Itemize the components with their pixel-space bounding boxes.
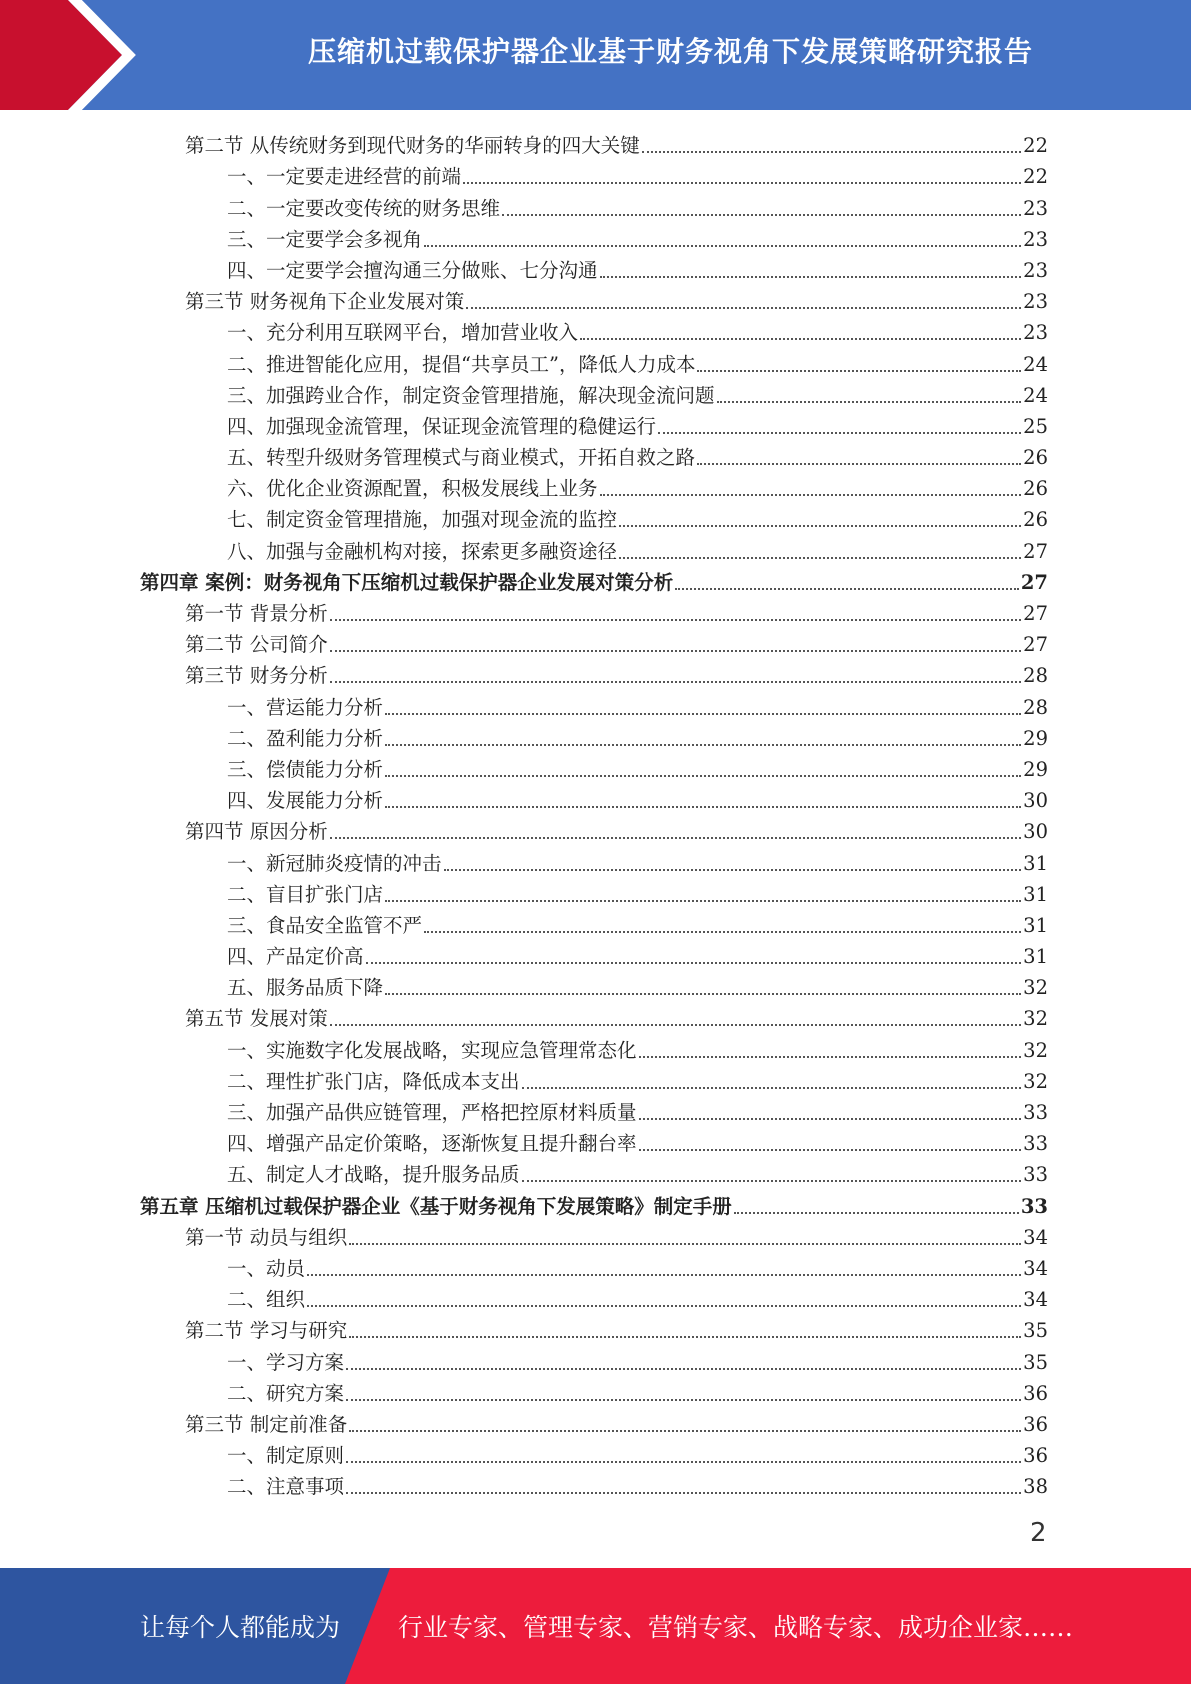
toc-entry[interactable] (140, 439, 1048, 470)
toc-entry-label: 三、加强产品供应链管理，严格把控原材料质量 (227, 1101, 637, 1124)
document-title: 压缩机过载保护器企业基于财务视角下发展策略研究报告 (307, 35, 1033, 68)
toc-entry-label: 三、加强跨业合作，制定资金管理措施，解决现金流问题 (227, 383, 715, 407)
toc-entry-page: 32 (1023, 1069, 1048, 1093)
toc-dot-leader (502, 190, 1021, 216)
toc-entry-label: 四、增强产品定价策略，逐渐恢复且提升翻台率 (227, 1132, 637, 1156)
toc-entry-label: 一、制定原则 (227, 1444, 345, 1468)
toc-entry-label: 第四节 原因分析 (185, 820, 328, 844)
toc-entry-label: 二、研究方案 (227, 1381, 345, 1405)
toc-entry[interactable] (140, 1094, 1048, 1125)
toc-entry-label: 第三节 制定前准备 (185, 1412, 348, 1436)
toc-entry-label: 一、实施数字化发展战略，实现应急管理常态化 (227, 1038, 637, 1062)
toc-entry-page: 30 (1023, 789, 1048, 813)
header-arrow-decoration (0, 0, 150, 110)
toc-entry-label: 五、转型升级财务管理模式与商业模式，开拓自救之路 (227, 446, 696, 470)
toc-entry-page: 34 (1023, 1225, 1048, 1249)
toc-entry-label: 第二节 学习与研究 (185, 1319, 348, 1343)
toc-entry-page: 27 (1023, 602, 1048, 625)
toc-entry-label: 五、服务品质下降 (227, 976, 384, 1000)
toc-entry-label: 一、一定要走进经营的前端 (227, 165, 462, 189)
toc-entry-label: 第一节 背景分析 (185, 602, 328, 625)
toc-entry[interactable] (140, 813, 1048, 844)
toc-entry-label: 一、新冠肺炎疫情的冲击 (227, 851, 442, 875)
toc-entry[interactable] (140, 1219, 1048, 1250)
toc-entry[interactable] (140, 1063, 1048, 1094)
toc-entry-page: 22 (1023, 165, 1048, 189)
toc-dot-leader (330, 1000, 1021, 1026)
toc-dot-leader (697, 439, 1021, 465)
toc-entry-page: 23 (1023, 258, 1048, 282)
footer-slogan-left: 让每个人都能成为 (140, 1613, 341, 1642)
toc-entry-label: 第三节 财务分析 (185, 664, 328, 688)
table-of-contents (140, 127, 1048, 1499)
toc-entry-label: 一、充分利用互联网平台，增加营业收入 (227, 321, 579, 345)
toc-entry-label: 第二节 从传统财务到现代财务的华丽转身的四大关键 (185, 134, 640, 158)
toc-dot-leader (385, 720, 1021, 746)
toc-entry-page: 26 (1023, 446, 1048, 470)
toc-entry-label: 五、制定人才战略，提升服务品质 (227, 1163, 520, 1187)
toc-entry-label: 二、盈利能力分析 (227, 726, 384, 750)
toc-entry-page: 29 (1023, 757, 1048, 781)
toc-entry-label: 六、优化企业资源配置，积极发展线上业务 (227, 477, 598, 501)
toc-entry[interactable] (140, 1375, 1048, 1406)
toc-entry-label: 二、推进智能化应用，提倡“共享员工”，降低人力成本 (227, 352, 696, 376)
toc-dot-leader (697, 346, 1021, 372)
toc-entry-page: 32 (1023, 976, 1048, 1000)
toc-entry[interactable] (140, 532, 1048, 563)
toc-dot-leader (600, 252, 1022, 278)
toc-entry[interactable] (140, 751, 1048, 782)
toc-dot-leader (346, 1468, 1021, 1494)
toc-dot-leader (346, 1375, 1021, 1401)
toc-entry-page: 28 (1023, 664, 1048, 688)
toc-dot-leader (642, 127, 1021, 153)
toc-entry[interactable] (140, 876, 1048, 907)
toc-dot-leader (424, 907, 1021, 933)
toc-dot-leader (639, 1094, 1022, 1120)
toc-entry[interactable] (140, 1468, 1048, 1499)
toc-entry-page: 36 (1023, 1412, 1048, 1436)
toc-entry-page: 27 (1023, 539, 1048, 563)
toc-entry[interactable] (140, 470, 1048, 501)
toc-entry[interactable] (140, 626, 1048, 657)
toc-dot-leader (346, 1437, 1021, 1463)
toc-entry-page: 26 (1023, 508, 1048, 532)
toc-dot-leader (600, 470, 1022, 496)
toc-entry-page: 29 (1023, 726, 1048, 750)
toc-entry-page: 36 (1023, 1444, 1048, 1468)
toc-entry[interactable] (140, 377, 1048, 408)
toc-entry[interactable] (140, 314, 1048, 345)
toc-dot-leader (349, 1312, 1021, 1338)
toc-entry-page: 33 (1020, 1194, 1048, 1218)
toc-entry-page: 33 (1023, 1163, 1048, 1187)
toc-entry[interactable] (140, 782, 1048, 813)
toc-entry-page: 32 (1023, 1007, 1048, 1031)
footer-slogan-right: 行业专家、管理专家、营销专家、战略专家、成功企业家…… (398, 1613, 1074, 1642)
toc-entry-label: 第四章 案例：财务视角下压缩机过载保护器企业发展对策分析 (140, 570, 674, 594)
toc-dot-leader (385, 782, 1021, 808)
toc-entry[interactable] (140, 1281, 1048, 1312)
toc-dot-leader (522, 1156, 1022, 1182)
toc-entry-page: 31 (1023, 882, 1048, 906)
toc-entry-label: 三、偿债能力分析 (227, 757, 384, 781)
toc-entry[interactable] (140, 345, 1048, 376)
toc-entry-label: 第三节 财务视角下企业发展对策 (185, 290, 465, 314)
toc-entry-label: 四、加强现金流管理，保证现金流管理的稳健运行 (227, 414, 657, 438)
toc-entry-label: 二、注意事项 (227, 1475, 345, 1499)
toc-entry-label: 二、盲目扩张门店 (227, 882, 384, 906)
toc-dot-leader (619, 533, 1021, 559)
toc-entry[interactable] (140, 595, 1048, 626)
toc-dot-leader (385, 689, 1021, 715)
toc-dot-leader (444, 845, 1022, 871)
page-number: 2 (1030, 1518, 1047, 1548)
toc-entry[interactable] (140, 1156, 1048, 1187)
toc-entry[interactable] (140, 252, 1048, 283)
toc-entry[interactable] (140, 688, 1048, 719)
toc-dot-leader (346, 1344, 1021, 1370)
toc-dot-leader (466, 283, 1021, 309)
toc-entry-label: 四、产品定价高 (227, 945, 364, 969)
page-header (0, 0, 1191, 110)
toc-dot-leader (330, 595, 1021, 621)
toc-dot-leader (385, 969, 1021, 995)
toc-entry-page: 24 (1023, 352, 1048, 376)
toc-dot-leader (307, 1250, 1021, 1276)
toc-entry-label: 第五节 发展对策 (185, 1007, 328, 1031)
toc-dot-leader (639, 1125, 1022, 1151)
toc-entry[interactable] (140, 1187, 1048, 1218)
toc-entry-label: 一、学习方案 (227, 1350, 345, 1374)
toc-entry[interactable] (140, 1250, 1048, 1281)
toc-entry[interactable] (140, 657, 1048, 688)
toc-entry-page: 35 (1023, 1350, 1048, 1374)
toc-entry-page: 27 (1023, 633, 1048, 657)
toc-dot-leader (658, 408, 1021, 434)
toc-entry-label: 四、发展能力分析 (227, 789, 384, 813)
toc-entry-label: 三、食品安全监管不严 (227, 913, 423, 937)
toc-entry-page: 22 (1023, 134, 1048, 158)
toc-entry-page: 25 (1023, 414, 1048, 438)
toc-entry-page: 23 (1023, 290, 1048, 314)
toc-entry[interactable] (140, 1000, 1048, 1031)
toc-entry[interactable] (140, 1031, 1048, 1062)
toc-entry[interactable] (140, 1437, 1048, 1468)
toc-entry-label: 二、一定要改变传统的财务思维 (227, 196, 501, 220)
toc-dot-leader (349, 1406, 1021, 1432)
toc-entry[interactable] (140, 969, 1048, 1000)
toc-entry-page: 35 (1023, 1319, 1048, 1343)
toc-entry[interactable] (140, 1343, 1048, 1374)
toc-entry-label: 三、一定要学会多视角 (227, 227, 423, 251)
toc-entry-page: 31 (1023, 913, 1048, 937)
toc-dot-leader (330, 813, 1021, 839)
toc-entry-page: 36 (1023, 1381, 1048, 1405)
toc-entry[interactable] (140, 844, 1048, 875)
toc-dot-leader (580, 314, 1021, 340)
toc-entry-page: 30 (1023, 820, 1048, 844)
toc-entry[interactable] (140, 283, 1048, 314)
toc-entry-label: 八、加强与金融机构对接，探索更多融资途径 (227, 539, 618, 563)
toc-entry-label: 一、动员 (227, 1256, 306, 1280)
toc-dot-leader (639, 1032, 1022, 1058)
toc-dot-leader (424, 221, 1021, 247)
toc-entry-page: 31 (1023, 851, 1048, 875)
toc-dot-leader (619, 501, 1021, 527)
toc-entry-label: 七、制定资金管理措施，加强对现金流的监控 (227, 508, 618, 532)
toc-entry-page: 32 (1023, 1038, 1048, 1062)
toc-entry-label: 二、理性扩张门店，降低成本支出 (227, 1069, 520, 1093)
toc-dot-leader (330, 657, 1021, 683)
toc-entry[interactable] (140, 564, 1048, 595)
toc-entry[interactable] (140, 1406, 1048, 1437)
toc-entry-page: 27 (1020, 570, 1048, 594)
toc-dot-leader (385, 751, 1021, 777)
toc-entry-page: 23 (1023, 196, 1048, 220)
toc-entry-page: 33 (1023, 1132, 1048, 1156)
page-footer (0, 1568, 1191, 1684)
toc-entry[interactable] (140, 127, 1048, 158)
toc-dot-leader (675, 564, 1019, 590)
toc-dot-leader (717, 377, 1022, 403)
toc-entry-page: 31 (1023, 945, 1048, 969)
toc-entry-page: 24 (1023, 383, 1048, 407)
toc-entry-label: 第一节 动员与组织 (185, 1225, 348, 1249)
toc-entry-label: 第二节 公司简介 (185, 633, 328, 657)
toc-entry-label: 一、营运能力分析 (227, 695, 384, 719)
toc-entry-label: 第五章 压缩机过载保护器企业《基于财务视角下发展策略》制定手册 (140, 1194, 732, 1218)
toc-entry-page: 34 (1023, 1256, 1048, 1280)
toc-dot-leader (366, 938, 1022, 964)
toc-entry-label: 四、一定要学会擅沟通三分做账、七分沟通 (227, 258, 598, 282)
toc-entry-page: 23 (1023, 321, 1048, 345)
toc-dot-leader (734, 1188, 1019, 1214)
toc-dot-leader (463, 158, 1021, 184)
toc-entry-page: 34 (1023, 1288, 1048, 1312)
toc-dot-leader (522, 1063, 1022, 1089)
toc-entry[interactable] (140, 1125, 1048, 1156)
toc-dot-leader (330, 626, 1021, 652)
toc-dot-leader (349, 1219, 1021, 1245)
toc-dot-leader (307, 1281, 1021, 1307)
toc-entry-page: 28 (1023, 695, 1048, 719)
toc-entry[interactable] (140, 938, 1048, 969)
toc-entry[interactable] (140, 720, 1048, 751)
toc-entry-label: 二、组织 (227, 1288, 306, 1312)
toc-entry[interactable] (140, 1312, 1048, 1343)
toc-entry[interactable] (140, 501, 1048, 532)
toc-entry[interactable] (140, 189, 1048, 220)
toc-dot-leader (385, 876, 1021, 902)
toc-entry[interactable] (140, 158, 1048, 189)
toc-entry-page: 23 (1023, 227, 1048, 251)
toc-entry-page: 33 (1023, 1101, 1048, 1124)
toc-entry[interactable] (140, 221, 1048, 252)
toc-entry[interactable] (140, 907, 1048, 938)
toc-entry[interactable] (140, 408, 1048, 439)
toc-entry-page: 26 (1023, 477, 1048, 501)
toc-entry-page: 38 (1023, 1475, 1048, 1499)
